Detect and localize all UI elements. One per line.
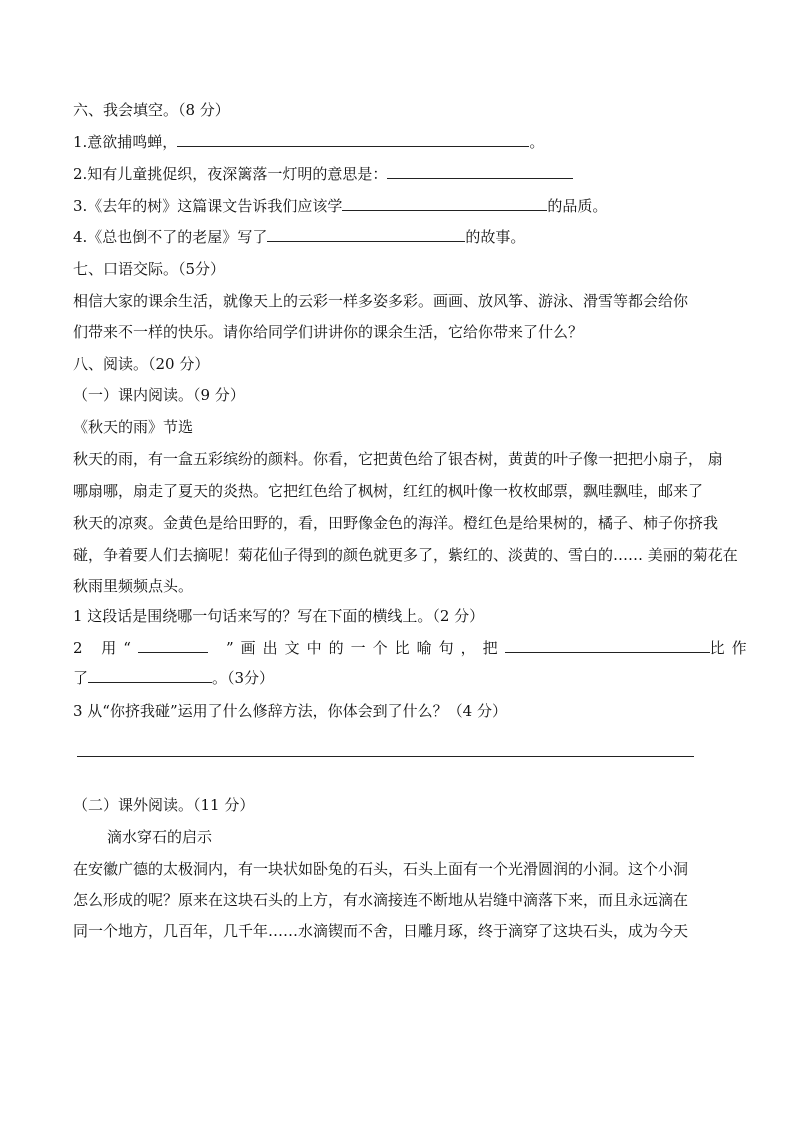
part1-question-2-cont <box>73 668 274 688</box>
section7-heading: 七、口语交际。（5分） <box>73 260 226 278</box>
q2-part3: 比作 <box>709 639 754 657</box>
question-6-1 <box>73 132 544 152</box>
passage-line: 碰，争着要人们去摘呢！菊花仙子得到的颜色就更多了，紫红的、淡黄的、雪白的…… 美丽的菊花在 <box>73 546 738 564</box>
passage-line: 秋雨里频频点头。 <box>73 577 194 595</box>
answer-blank-6-4[interactable] <box>267 227 465 242</box>
q6-1-prefix: 1.意欲捕鸣蝉， <box>73 133 178 151</box>
question-6-3 <box>73 196 607 216</box>
passage-line: 秋天的凉爽。金黄色是给田野的，看，田野像金色的海洋。橙红色是给果树的，橘子、柿子你挤我 <box>73 514 719 532</box>
section6-heading: 六、我会填空。（8 分） <box>73 101 230 119</box>
answer-blank-q2-b[interactable] <box>88 668 212 683</box>
part1-question-1: 1 这段话是围绕哪一句话来写的？写在下面的横线上。（2 分） <box>73 607 485 625</box>
question-6-2 <box>73 164 573 184</box>
part1-title: 《秋天的雨》节选 <box>73 418 194 436</box>
underline-sample-blank[interactable] <box>138 638 208 653</box>
q6-1-suffix: 。 <box>529 133 545 151</box>
q6-4-suffix: 的故事。 <box>465 228 526 246</box>
answer-blank-q2-a[interactable] <box>505 638 710 653</box>
answer-blank-6-1[interactable] <box>177 132 529 147</box>
part1-question-3: 3 从“你挤我碰”运用了什么修辞方法，你体会到了什么？（4 分） <box>73 702 507 720</box>
q6-4-prefix: 4.《总也倒不了的老屋》写了 <box>73 228 268 246</box>
part2-heading: （二）课外阅读。（11 分） <box>73 796 255 814</box>
q6-3-prefix: 3.《去年的树》这篇课文告诉我们应该学 <box>73 197 343 215</box>
part1-heading: （一）课内阅读。（9 分） <box>73 386 245 404</box>
section8-heading: 八、阅读。（20 分） <box>73 355 210 373</box>
part1-question-2 <box>73 638 754 658</box>
answer-line-q3[interactable] <box>77 756 694 757</box>
passage-line: 怎么形成的呢？原来在这块石头的上方，有水滴接连不断地从岩缝中滴落下来，而且永远滴在 <box>73 891 689 909</box>
passage-line: 同一个地方，几百年，几千年……水滴锲而不舍，日雕月琢，终于滴穿了这块石头，成为今天 <box>73 922 689 940</box>
passage-line: 在安徽广德的太极洞内，有一块状如卧兔的石头，石头上面有一个光滑圆润的小洞。这个小洞 <box>73 860 689 878</box>
q2-part1: 2 用“ <box>73 639 138 657</box>
q2-line2-prefix: 了 <box>73 669 89 687</box>
answer-blank-6-3[interactable] <box>342 196 547 211</box>
passage-line: 秋天的雨，有一盒五彩缤纷的颜料。你看，它把黄色给了银杏树，黄黄的叶子像一把把小扇子， 扇 <box>73 450 723 468</box>
q2-part2: ”画出文中的一个比喻句，把 <box>225 639 505 657</box>
passage-line: 哪扇哪，扇走了夏天的炎热。它把红色给了枫树，红红的枫叶像一枚枚邮票，飘哇飘哇，邮来了 <box>73 482 704 500</box>
section7-text-line1: 相信大家的课余生活，就像天上的云彩一样多姿多彩。画画、放风筝、游泳、滑雪等都会给你 <box>73 292 689 310</box>
question-6-4 <box>73 227 525 247</box>
q6-3-suffix: 的品质。 <box>547 197 608 215</box>
answer-blank-6-2[interactable] <box>387 164 573 179</box>
section7-text-line2: 们带来不一样的快乐。请你给同学们讲讲你的课余生活，它给你带来了什么？ <box>73 323 584 341</box>
q2-line2-suffix: 。（3分） <box>212 669 275 687</box>
q6-2-prefix: 2.知有儿童挑促织，夜深篱落一灯明的意思是： <box>73 165 388 183</box>
part2-title: 滴水穿石的启示 <box>107 828 213 846</box>
